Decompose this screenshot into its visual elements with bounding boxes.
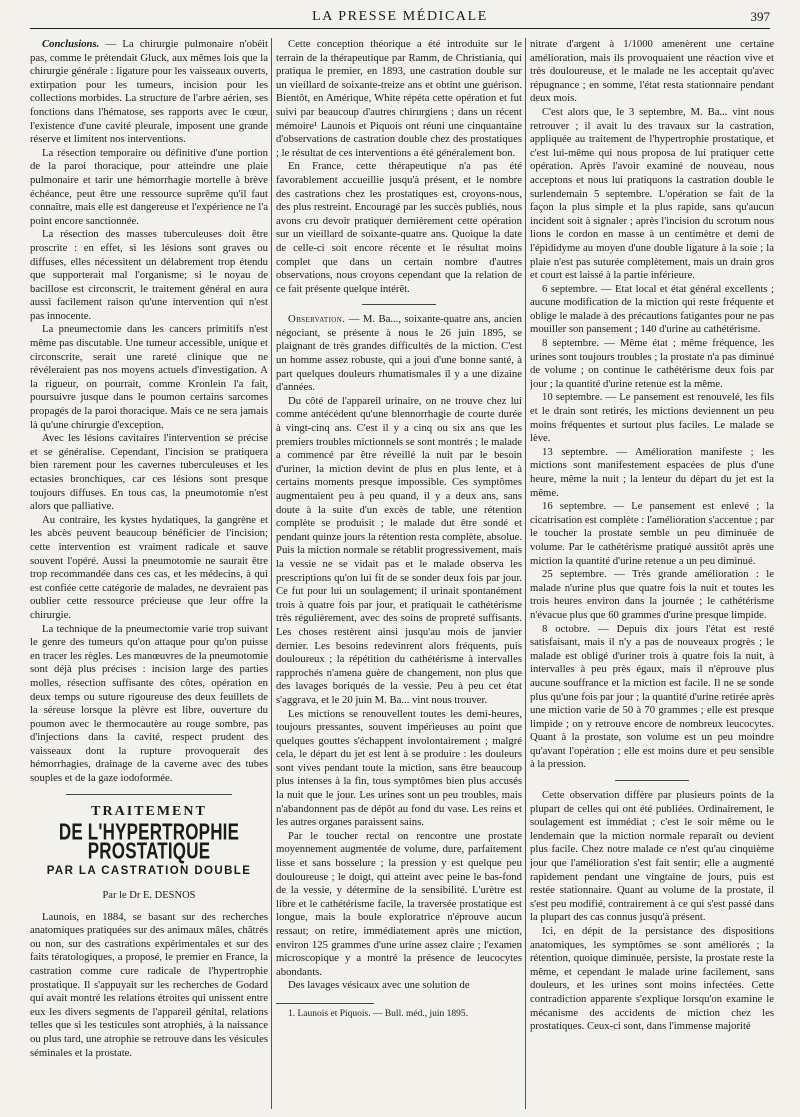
paragraph: Au contraire, les kystes hydatiques, la gangrène et les abcès peuvent beaucoup bénéficier de l'incision; cette intervention est vraiment radicale et sauve souvent l'opéré. Aussi la pneumotomie ne saurait être trop recommandée dans ces cas, et les médecins, à qui est confiée cette catégorie de malades, ne devraient pas oublier cette ressource précieuse que leur offre la chirurgie. bbox=[30, 513, 268, 621]
paragraph: Ici, en dépit de la persistance des dispositions anatomiques, les symptômes se sont améliorés ; la rétention, quoique diminuée, persiste, la prostate reste la même, et cependant le malade urine facilement, sans douleurs, et les urines sont moins infectées. Cette contradiction apparente s'explique lorsqu'on examine le mécanisme des accidents de miction chez les prostatiques. Ceux-ci sont, dans l'immense majorité bbox=[530, 925, 774, 1033]
paragraph: La résection des masses tuberculeuses doit être proscrite : en effet, si les lésions sont graves ou diffuses, elles nécessitent un délabrement trop étendu que supporterait mal l'organisme; si le noyau de bacillose est circonscrit, le traitement général en aura aussi facilement raison qu'une intervention qui n'est pas innocente. bbox=[30, 228, 268, 322]
paragraph: 8 octobre. — Depuis dix jours l'état est resté satisfaisant, mais il n'y a pas de nouveaux progrès ; le malade est obligé d'uriner trois à quatre fois la nuit, à intervalles à peu près égaux, mais il n'éprouve plus aucune souffrance et la miction est facile. Il ne se sonde plus qu'une fois par jour ; la quantité d'urine retirée après une miction varie de 50 à 70 grammes ; elle est presque limpide ; on y retrouve encore de nombreux leucocytes. Quant à la prostate, son volume est un peu moindre qu'avant l'opération ; elle est moins dure et peu sensible à la pression. bbox=[530, 622, 774, 771]
paragraph: Launois, en 1884, se basant sur des recherches anatomiques pratiquées sur des animaux mâles, châtrés ou non, sur des castrations expérimentales et sur des faits tératologiques, a proposé, le premier en France, la castration comme cure radicale de l'hypertrophie prostatique. Il s'appuyait sur les recherches de Godard qui avait montré les relations étroites qui unissent entre eux les divers segments de l'appareil génital, relations telles que si les testicules sont atrophiés, à la naissance ou plus tard, une atrophie se retrouve dans les vésicules séminales et la prostate. bbox=[30, 910, 268, 1059]
paragraph: 10 septembre. — Le pansement est renouvelé, les fils et le drain sont retirés, les mictions deviennent un peu moins fréquentes et surtout plus faciles. Le malade se lève. bbox=[530, 391, 774, 445]
column-right bbox=[530, 38, 774, 1110]
column-middle bbox=[276, 38, 522, 1110]
article-heading bbox=[30, 805, 268, 903]
journal-title: LA PRESSE MÉDICALE bbox=[312, 9, 488, 24]
paragraph: Des lavages vésicaux avec une solution de bbox=[288, 979, 470, 992]
page-number: 397 bbox=[750, 9, 770, 24]
paragraph: Observation. — M. Ba..., soixante-quatre ans, ancien négociant, se présente à nous le 26 juin 1895, se plaignant de très grandes difficultés de la miction. C'est un homme assez robuste, qui a joui d'une bonne santé, à part quelques douleurs rhumatismales il y a une dizaine d'années. bbox=[276, 313, 522, 394]
paragraph: Les mictions se renouvellent toutes les demi-heures, toujours pressantes, souvent impérieuses au point que quelques gouttes s'échappent involontairement ; malgré cela, le départ du jet est lent à se produire : les douleurs sont vives pendant toute la miction, sans être beaucoup plus intenses à la fin, tous symptômes bien plus accusés la nuit que le jour. Les urines sont un peu troubles, mais n'abandonnent pas de dépôt au fond du vase. Les reins et les autres organes paraissent sains. bbox=[276, 707, 522, 829]
paragraph: En France, cette thérapeutique n'a pas été favorablement accueillie jusqu'à présent, et le nombre des castrations chez les prostatiques est, croyons-nous, des plus restreint. Encouragé par les succès publiés, nous avons cru devoir pratiquer dernièrement cette opération sur un vieillard de soixante-quatre ans. Quoique la date de celle-ci soit encore récente et le résultat moins complet que dans un certain nombre d'autres observations, nous croyons cependant que la relation de ce fait présente quelque intérêt. bbox=[276, 160, 522, 295]
paragraph: 6 septembre. — Etat local et état général excellents ; aucune modification de la miction qui reste fréquente et oblige le malade à des précautions fatigantes pour ne pas mouiller son pansement ; 140 d'urine au cathétérisme. bbox=[530, 282, 774, 336]
paragraph: Cette observation diffère par plusieurs points de la plupart de celles qui ont été publiées. Ordinairement, le soulagement est immédiat ; c'est le soir même ou le lendemain que la miction normale reparaît ou devient plus facile. Chez notre malade ce n'est qu'au cinquième jour que l'amélioration s'est fait sentir; elle a augmenté rapidement pendant une vingtaine de jours, puis est restée stationnaire. Quant au volume de la prostate, il s'est peu modifié, contrairement à ce qui s'est passé dans la plupart des cas connus jusqu'à présent. bbox=[530, 789, 774, 924]
observation-lead: Observation. bbox=[288, 313, 346, 326]
paragraph: 13 septembre. — Amélioration manifeste ; les mictions sont manifestement espacées de plus d'une heure, même la nuit ; la lenteur du départ du jet est la même. bbox=[530, 445, 774, 499]
paragraph: nitrate d'argent à 1/1000 amenèrent une certaine amélioration, mais ils provoquaient une réaction vive et très douloureuse, et le malade ne les acceptait qu'avec répugnance ; en somme, l'état resta stationnaire pendant deux mois. bbox=[530, 38, 774, 105]
paragraph: La technique de la pneumectomie varie trop suivant le genre des tumeurs qu'on attaque pour qu'on puisse en tracer les règles. Les manœuvres de la pneumotomie sont déjà plus précises : incision large des parties molles, résection suffisante des côtes, opération en deux temps ou suture rigoureuse des deux feuillets de la séreuse lorsque la plèvre est libre, ouverture du poumon avec le thermocautère au rouge sombre, pas d'injections dans la cavité, respect prudent des vaisseaux dont la rupture provoquerait des hémorrhagies, drainage de la caverne avec des tubes souples et de la gaze iodoformée. bbox=[30, 622, 268, 785]
paragraph: La pneumectomie dans les cancers primitifs n'est même pas discutable. Une tumeur accessible, unique et circonscrite, serait une rareté clinique que ne révéleraient pas nos moyens actuels d'investigation. A la rigueur, on pourrait, comme Kronlein l'a fait, poursuivre jusque dans le poumon certains sarcomes propagés de la paroi thoracique. Mais ce ne sera jamais là qu'une chirurgie d'exception. bbox=[30, 323, 268, 431]
paragraph: Conclusions. — La chirurgie pulmonaire n'obéit pas, comme le prétendait Gluck, aux mêmes lois que la chirurgie générale : ligature pour les vaisseaux ouverts, extirpation pour les tumeurs, incision pour les collections morbides. La structure de l'arbre aérien, ses fonctions dans l'hématose, ses rapports avec le cœur, l'existence d'une cavité pleurale, imposent une grande réserve et limitent nos interventions. bbox=[30, 38, 268, 146]
article-title: DE L'HYPERTROPHIE PROSTATIQUE bbox=[58, 819, 240, 864]
article-kicker: TRAITEMENT bbox=[91, 803, 207, 819]
paragraph: Par le toucher rectal on rencontre une prostate moyennement augmentée de volume, dure, parfaitement lisse et sans bosselure ; la pression y est quelque peu douloureuse ; le doigt, qui atteint avec peine le bas-fond de la vessie, y détermine de la sensibilité. L'urètre est libre et le cathétérisme facile, la traversée prostatique est longue, mais la boule exploratrice n'éprouve aucun ressaut; on retire, immédiatement après une miction, environ 125 grammes d'une urine assez claire ; l'examen microscopique y a montré la présence de leucocytes abondants. bbox=[276, 829, 522, 978]
column-left bbox=[30, 38, 268, 1110]
section-separator bbox=[362, 304, 436, 305]
footnote: 1. Launois et Piquois. — Bull. méd., juin 1895. bbox=[288, 1008, 468, 1019]
paragraph: 25 septembre. — Très grande amélioration : le malade n'urine plus que quatre fois la nuit et toutes les trois heures environ dans la journée ; le cathétérisme n'évacue plus que 60 grammes d'urine presque limpide. bbox=[530, 568, 774, 621]
page-header bbox=[30, 6, 770, 29]
paragraph: Du côté de l'appareil urinaire, on ne trouve chez lui comme antécédent qu'une blennorrhagie de courte durée à vingt-cinq ans. C'est il y a cinq ou six ans que les premiers troubles mictionnels se sont montrés ; le malade a commencé par être réveillé la nuit par le besoin d'uriner, la miction devint de plus en plus lente, et à certains moments presque impossible. Ces symptômes augmentaient peu à peu quand, il y a deux ans, sans doute à la suite d'un excès de table, une rétention complète se produisit ; le malade dut être sondé et pendant quinze jours la rétention resta complète, absolue. Puis la miction normale se rétablit progressivement, mais la vessie ne se vidait pas et le malade observa les prescriptions qu'on lui fit de se sonder deux fois par jour. Ce fut pour lui un soulagement; il urinait spontanément trois à quatre fois par jour, et pratiquait le cathétérisme très régulièrement, avec des soins de propreté suffisants. Les choses restèrent ainsi jusqu'au mois de janvier dernier. Les besoins redevinrent alors fréquents, puis douloureux ; la répétition du cathétérisme à intervalles rapprochés n'amena guère de changement, non plus que des lavages boriqués de la vessie. Peu à peu cet état s'aggrava, et le 20 juin M. Ba... vint nous trouver. bbox=[276, 394, 522, 706]
paragraph: Cette conception théorique a été introduite sur le terrain de la thérapeutique par Ramm, de Christiania, qui pratiqua le premier, en 1893, une castration double sur un vieillard de soixante-treize ans et obtint une guérison. Bientôt, en Amérique, White répéta cette opération et fut suivi par beaucoup d'autres chirurgiens ; dans un récent mémoire¹ Launois et Piquois ont réuni une cinquantaine d'observations de castration double chez des prostatiques ; le résultat de ces interventions a été généralement bon. bbox=[276, 38, 522, 159]
article-subtitle: PAR LA CASTRATION DOUBLE bbox=[46, 865, 252, 878]
paragraph: Avec les lésions cavitaires l'intervention se précise et se généralise. Cependant, l'incision se pratiquera bien rarement pour les cavernes tuberculeuses et les ectasies bronchiques, car ces lésions sont presque toujours diffuses. En tous cas, la pneumotomie n'est alors que palliative. bbox=[30, 432, 268, 513]
section-separator bbox=[615, 780, 688, 781]
column-divider bbox=[525, 38, 526, 1109]
paragraph: La résection temporaire ou définitive d'une portion de la paroi thoracique, pour atteindre une plaie pulmonaire et tarir une hémorrhagie mortelle à brève échéance, peut être une ressource suprême qu'il faut connaître, mais elle est dangereuse et l'expérience ne l'a point encore sanctionnée. bbox=[30, 146, 268, 227]
article-byline: Par le Dr E. DESNOS bbox=[102, 890, 196, 902]
section-lead: Conclusions. bbox=[42, 38, 100, 50]
paragraph: 8 septembre. — Même état ; même fréquence, les urines sont toujours troubles ; la prostate n'a pas diminué de volume ; on continue le cathétérisme deux fois par jour ; la quantité d'urine retenue est la même. bbox=[530, 337, 774, 390]
article-separator bbox=[66, 794, 233, 795]
paragraph: C'est alors que, le 3 septembre, M. Ba... vint nous retrouver ; il avait lu des travaux sur la castration, appliquée au traitement de l'hypertrophie prostatique, et c'est lui-même qui nous proposa de lui pratiquer cette opération. Après l'avoir examiné de nouveau, nous acceptons et nous lui pratiquons la castration double le surlendemain 5 septembre. L'opération se fait de la façon la plus simple et la plus rapide, sans qu'aucun incident soit à signaler ; après l'incision du scrotum nous lions le cordon en masse à un centimètre et demi de l'épididyme au moyen d'une double ligature à la soie ; la plaie n'est pas suturée complètement, mais un drain gros et court est laissé à la partie inférieure. bbox=[530, 105, 774, 282]
paragraph: 16 septembre. — Le pansement est enlevé ; la cicatrisation est complète : l'amélioration s'accentue ; par le toucher la prostate semble un peu diminuée de volume. Par le cathétérisme pratiqué aussitôt après une miction la quantité d'urine retenue a un peu diminué. bbox=[530, 500, 774, 567]
column-divider bbox=[271, 38, 272, 1109]
footnote-rule bbox=[276, 1003, 374, 1004]
